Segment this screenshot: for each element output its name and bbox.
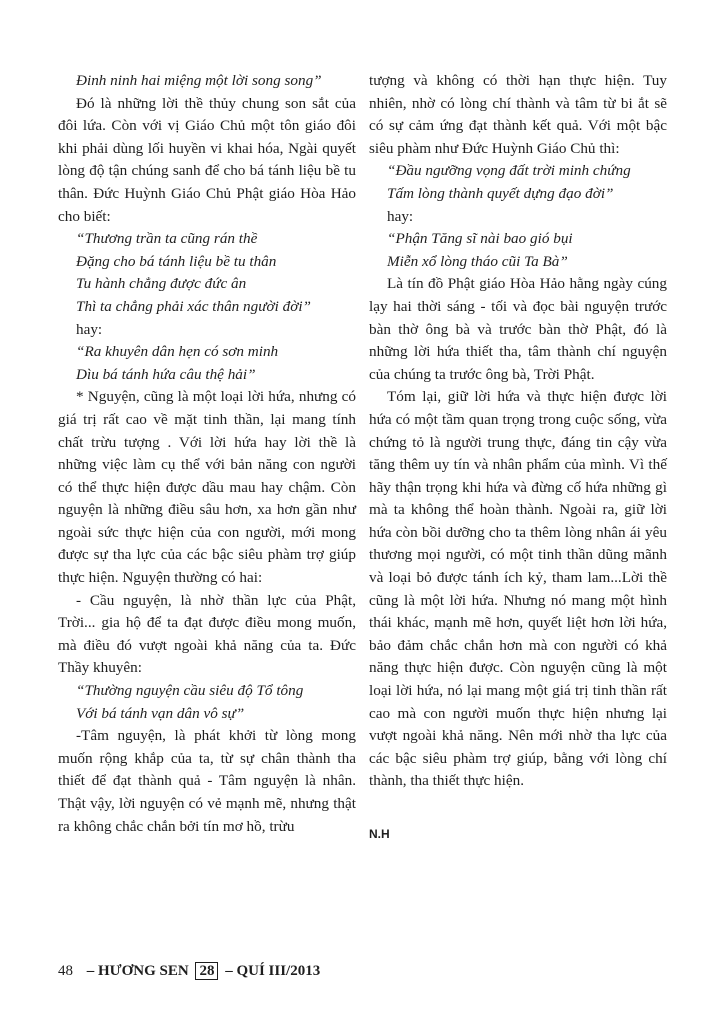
paragraph: -Tâm nguyện, là phát khởi từ lòng mong muốn rộng khắp của ta, từ sự chân thành tha thiết để đạt thành quả - Tâm nguyện là nhân. Thật vậy, lời nguyện có vẻ mạnh mẽ, nhưng thật ra không chắc chắn bởi tín mơ hồ, trừu — [58, 727, 356, 835]
verse-line: “Ra khuyên dân hẹn có sơn minh — [76, 343, 279, 361]
magazine-name: – HƯƠNG SEN — [86, 963, 189, 979]
paragraph: Đó là những lời thề thủy chung son sắt của đôi lứa. Còn với vị Giáo Chủ một tôn giáo đôi khi phải dùng lối huyền vi khai hóa, Ngài quyết lòng độ tận chúng sanh để cho bá tánh liệu bề tu thân. Đức Huỳnh Giáo Chủ Phật giáo Hòa Hảo cho biết: — [58, 94, 356, 225]
paragraph-continued: tượng và không có thời hạn thực hiện. Tuy nhiên, nhờ có lòng chí thành và tâm từ bi ắt sẽ có sự cảm ứng đạt thành kết quả. Với một bậc siêu phàm như Đức Huỳnh Giáo Chủ thì: — [369, 72, 667, 157]
page-footer — [58, 962, 320, 980]
verse-line: “Đầu ngưỡng vọng đất trời minh chứng — [387, 162, 631, 180]
verse-line: Đặng cho bá tánh liệu bề tu thân — [76, 252, 277, 270]
connector-text: hay: — [76, 320, 103, 338]
verse-line: Với bá tánh vạn dân vô sự” — [76, 704, 245, 722]
verse-line: Đinh ninh hai miệng một lời song song” — [76, 72, 322, 89]
verse-line: Thì ta chẳng phải xác thân người đời” — [76, 297, 312, 315]
issue-period: – QUÍ III/2013 — [225, 963, 321, 979]
issue-number-box: 28 — [195, 962, 218, 980]
page-number: 48 — [58, 963, 73, 979]
verse-line: Tấm lòng thành quyết dựng đạo đời” — [387, 184, 614, 202]
paragraph: - Cầu nguyện, là nhờ thần lực của Phật, Trời... gia hộ để ta đạt được điều mong muốn, mà điều đó vượt ngoài khả năng của ta. Đức Thầy khuyên: — [58, 591, 356, 677]
paragraph: Là tín đồ Phật giáo Hòa Hảo hằng ngày cúng lạy hai thời sáng - tối và đọc bài nguyện trước bàn thờ ông bà và trước bàn thờ Phật, đó là những lời hứa thiết tha, tâm thành chí nguyện của chúng ta trước ông bà, Trời Phật. — [369, 275, 667, 383]
verse-line: Tu hành chẳng được đức ân — [76, 275, 247, 293]
connector-text: hay: — [387, 207, 414, 225]
author-signature: N.H — [369, 827, 390, 841]
paragraph: * Nguyện, cũng là một loại lời hứa, nhưng có giá trị rất cao về mặt tinh thần, lại mang tính chất trừu tượng . Với lời hứa hay lời thề là những việc làm cụ thể với bản năng con người có thể thực hiện được dầu mau hay chậm. Còn nguyện là những điều sâu hơn, xa hơn gần như ngoài sức thực hiện của con người, mới mong được sự tha lực của các bậc siêu phàm trợ giúp thực hiện. Nguyện thường có hai: — [58, 388, 356, 587]
verse-line: Miễn xổ lòng tháo cũi Ta Bà” — [387, 252, 568, 270]
verse-line: Dìu bá tánh hứa câu thệ hải” — [76, 365, 256, 383]
left-column — [58, 70, 356, 838]
verse-line: “Thường nguyện cầu siêu độ Tổ tông — [76, 682, 304, 700]
verse-line: “Thương trần ta cũng rán thề — [76, 230, 258, 248]
verse-line: “Phận Tăng sĩ nài bao gió bụi — [387, 230, 573, 248]
paragraph: Tóm lại, giữ lời hứa và thực hiện được lời hứa có một tầm quan trọng trong cuộc sống, vừa chứng tỏ là người trung thực, đáng tin cậy vừa tăng thêm uy tín và nhân phẩm của mình. Vì thế hãy thận trọng khi hứa và đừng cố hứa những gì mà ta không thể hoàn thành. Ngoài ra, giữ lời hứa còn bồi dưỡng cho ta thêm lòng nhân ái yêu thương mọi người, có một tinh thần dũng mãnh và loại bỏ được tánh ích kỷ, tham lam...Lời thề cũng là một lời hứa. Nhưng nó mang một hình thái khác, mạnh mẽ hơn, quyết liệt hơn lời hứa, bảo đảm chắc chắn hơn mà con người có khả năng thực hiện được. Còn nguyện cũng là một loại lời hứa, nó lại mang một giá trị tinh thần rất cao mà con người muốn thực hiện nhưng lại vượt ngoài khả năng. Nên mới nhờ tha lực của các bậc siêu phàm trợ giúp, bằng với lòng chí thành, tha thiết thực hiện. — [369, 388, 667, 790]
right-column — [369, 70, 667, 846]
